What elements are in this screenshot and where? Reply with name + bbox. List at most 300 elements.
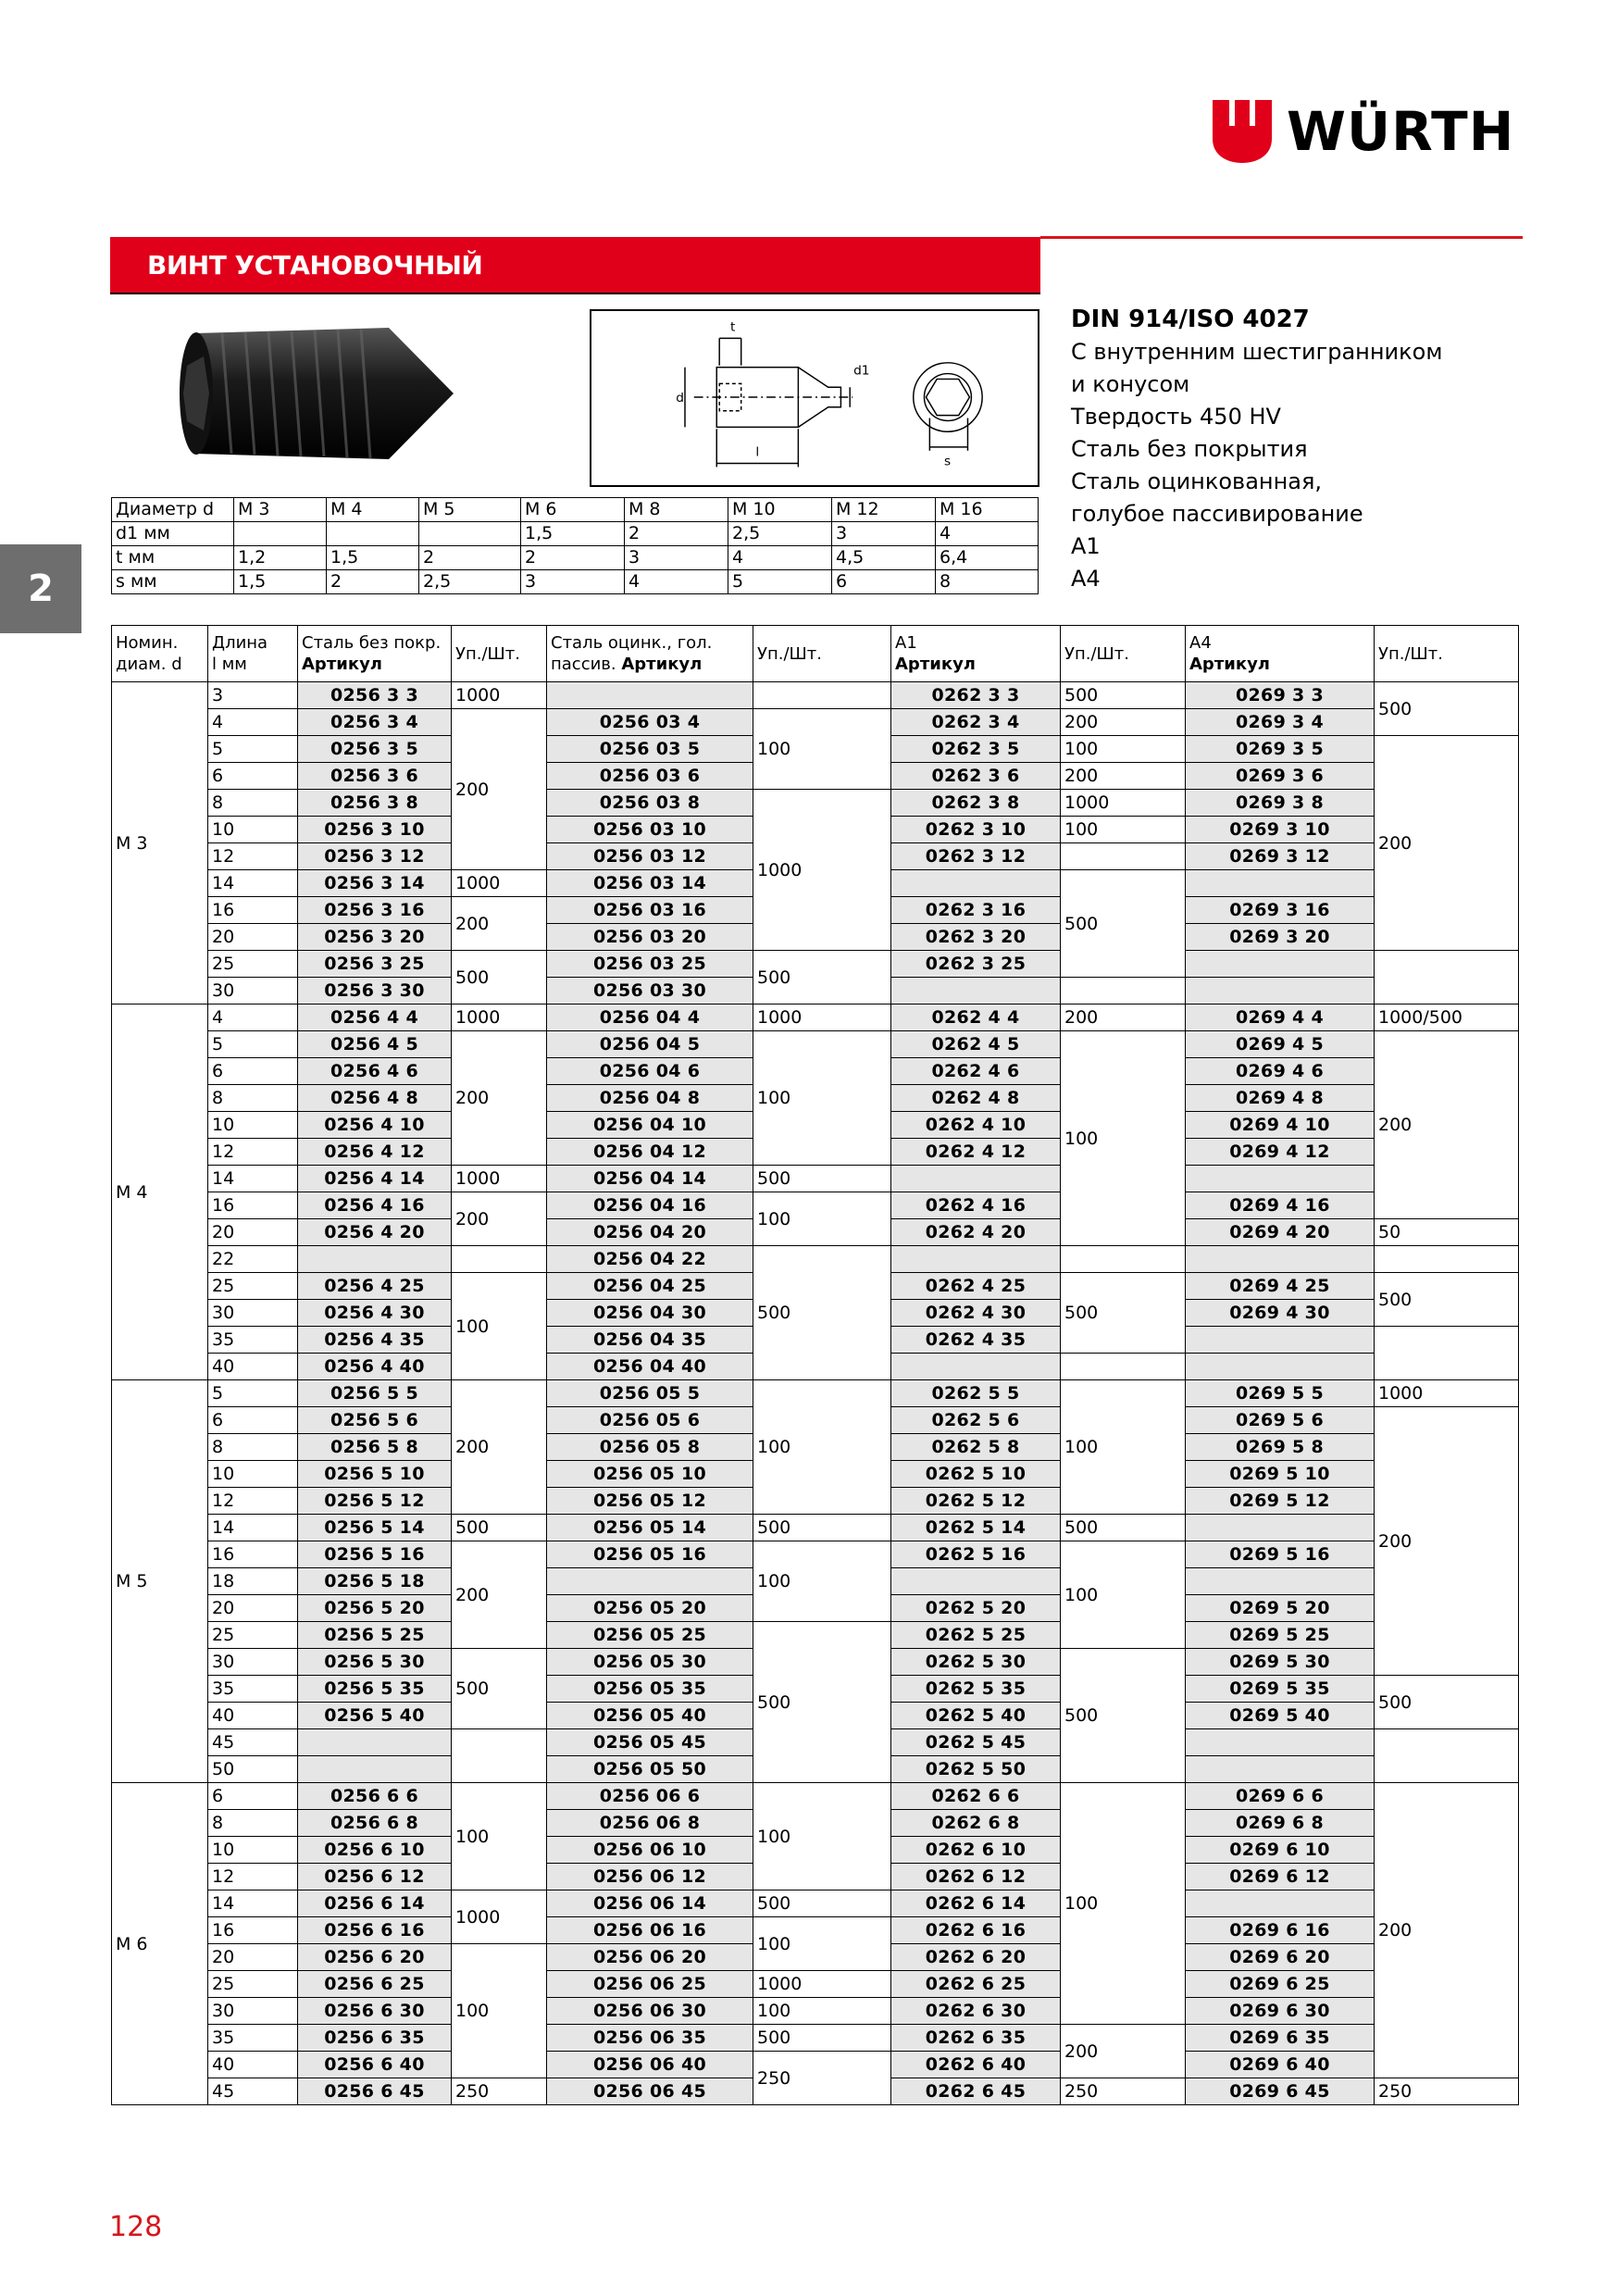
header-nominal-diameter: Номин. диам. d	[112, 626, 208, 682]
pack-qty-cell: 500	[452, 951, 547, 1004]
pack-qty-cell: 1000	[452, 1004, 547, 1031]
header-a1: A1 Артикул	[891, 626, 1061, 682]
article-cell: 0256 04 10	[547, 1112, 753, 1139]
article-cell: 0269 5 16	[1186, 1541, 1375, 1568]
article-cell	[1186, 870, 1375, 897]
article-cell: 0262 5 35	[891, 1676, 1061, 1703]
article-cell: 0269 4 10	[1186, 1112, 1375, 1139]
dims-cell: M 6	[521, 498, 625, 522]
length-cell: 8	[208, 790, 298, 817]
article-cell: 0269 3 5	[1186, 736, 1375, 763]
dims-cell	[327, 522, 419, 546]
article-cell: 0256 3 25	[298, 951, 452, 978]
pack-qty-cell: 200	[452, 709, 547, 870]
article-cell: 0262 5 8	[891, 1434, 1061, 1461]
article-cell: 0262 3 3	[891, 682, 1061, 709]
pack-qty-cell: 100	[1061, 736, 1186, 763]
article-cell: 0262 4 4	[891, 1004, 1061, 1031]
article-cell: 0269 6 10	[1186, 1837, 1375, 1864]
article-cell: 0269 3 4	[1186, 709, 1375, 736]
article-cell: 0269 3 16	[1186, 897, 1375, 924]
article-cell: 0256 3 5	[298, 736, 452, 763]
article-cell: 0256 3 10	[298, 817, 452, 843]
table-header-row	[112, 626, 1519, 682]
pack-qty-cell: 100	[753, 1917, 891, 1971]
length-cell: 4	[208, 1004, 298, 1031]
pack-qty-cell: 500	[753, 1622, 891, 1783]
pack-qty-cell	[452, 1729, 547, 1783]
length-cell: 10	[208, 1837, 298, 1864]
nominal-diameter: M 4	[112, 1004, 208, 1380]
pack-qty-cell: 500	[1375, 682, 1519, 736]
table-row	[112, 2052, 1519, 2078]
article-cell: 0269 6 12	[1186, 1864, 1375, 1890]
length-cell: 40	[208, 1703, 298, 1729]
table-row	[112, 1971, 1519, 1998]
article-cell: 0269 3 6	[1186, 763, 1375, 790]
article-cell: 0256 04 30	[547, 1300, 753, 1327]
article-cell: 0262 4 35	[891, 1327, 1061, 1354]
article-cell: 0256 6 45	[298, 2078, 452, 2105]
dims-row-label: d1 мм	[112, 522, 234, 546]
pack-qty-cell: 500	[1061, 870, 1186, 978]
table-row	[112, 951, 1519, 978]
article-cell: 0262 5 10	[891, 1461, 1061, 1488]
pack-qty-cell: 200	[452, 1031, 547, 1166]
nominal-diameter: M 6	[112, 1783, 208, 2105]
spec-line: Сталь без покрытия	[1071, 436, 1308, 462]
article-cell: 0256 6 12	[298, 1864, 452, 1890]
drawing-label-d1: d1	[853, 363, 870, 379]
pack-qty-cell: 100	[1061, 1031, 1186, 1246]
pack-qty-cell: 1000	[1375, 1380, 1519, 1407]
article-cell: 0269 5 10	[1186, 1461, 1375, 1488]
pack-qty-cell: 500	[753, 951, 891, 1004]
article-cell	[1186, 1890, 1375, 1917]
dims-row	[112, 522, 1039, 546]
article-cell: 0256 6 10	[298, 1837, 452, 1864]
length-cell: 22	[208, 1246, 298, 1273]
pack-qty-cell: 1000	[452, 1166, 547, 1192]
chapter-tab: 2	[0, 544, 81, 633]
spec-line: С внутренним шестигранником	[1071, 339, 1443, 365]
table-row	[112, 1998, 1519, 2025]
header-length: Длина l мм	[208, 626, 298, 682]
spec-line: A1	[1071, 533, 1101, 559]
article-cell	[891, 1166, 1061, 1192]
article-cell: 0262 3 25	[891, 951, 1061, 978]
article-cell: 0269 3 8	[1186, 790, 1375, 817]
article-cell: 0262 6 8	[891, 1810, 1061, 1837]
article-cell: 0262 6 20	[891, 1944, 1061, 1971]
length-cell: 16	[208, 1192, 298, 1219]
pack-qty-cell: 200	[1061, 2025, 1186, 2078]
article-cell: 0256 05 45	[547, 1729, 753, 1756]
dims-cell: 2	[419, 546, 521, 570]
article-cell: 0256 4 40	[298, 1354, 452, 1380]
length-cell: 12	[208, 1488, 298, 1515]
dims-cell	[419, 522, 521, 546]
article-cell: 0262 5 16	[891, 1541, 1061, 1568]
length-cell: 10	[208, 1461, 298, 1488]
length-cell: 20	[208, 924, 298, 951]
pack-qty-cell: 500	[753, 1515, 891, 1541]
pack-qty-cell: 200	[1375, 736, 1519, 951]
pack-qty-cell	[753, 682, 891, 709]
pack-qty-cell: 100	[753, 1998, 891, 2025]
pack-qty-cell: 100	[753, 1380, 891, 1515]
article-cell: 0269 5 20	[1186, 1595, 1375, 1622]
article-cell: 0269 5 6	[1186, 1407, 1375, 1434]
article-cell: 0256 5 12	[298, 1488, 452, 1515]
article-cell	[1186, 1515, 1375, 1541]
length-cell: 5	[208, 736, 298, 763]
article-cell: 0262 3 8	[891, 790, 1061, 817]
length-cell: 4	[208, 709, 298, 736]
article-cell: 0262 3 4	[891, 709, 1061, 736]
header-steel-plain: Сталь без покр. Артикул	[298, 626, 452, 682]
dims-cell	[234, 522, 327, 546]
nominal-diameter: M 3	[112, 682, 208, 1004]
article-cell: 0256 06 35	[547, 2025, 753, 2052]
pack-qty-cell: 500	[1061, 1515, 1186, 1541]
page-title: ВИНТ УСТАНОВОЧНЫЙ	[147, 250, 483, 281]
dims-row	[112, 570, 1039, 594]
article-cell: 0256 5 5	[298, 1380, 452, 1407]
article-cell	[1186, 1354, 1375, 1380]
pack-qty-cell: 500	[452, 1649, 547, 1729]
pack-qty-cell: 100	[1061, 817, 1186, 843]
article-cell: 0262 5 14	[891, 1515, 1061, 1541]
article-cell: 0256 05 5	[547, 1380, 753, 1407]
dims-cell: 3	[832, 522, 936, 546]
pack-qty-cell: 100	[753, 1541, 891, 1622]
article-cell: 0256 05 30	[547, 1649, 753, 1676]
article-cell: 0256 6 20	[298, 1944, 452, 1971]
header-a4: A4 Артикул	[1186, 626, 1375, 682]
header-pack-1: Уп./Шт.	[452, 626, 547, 682]
article-cell: 0269 3 12	[1186, 843, 1375, 870]
pack-qty-cell: 100	[452, 1273, 547, 1380]
dims-cell: 1,5	[521, 522, 625, 546]
article-cell: 0262 5 45	[891, 1729, 1061, 1756]
pack-qty-cell: 500	[1375, 1676, 1519, 1729]
article-cell: 0262 3 12	[891, 843, 1061, 870]
technical-drawing	[590, 309, 1039, 487]
pack-qty-cell: 1000/500	[1375, 1004, 1519, 1031]
article-cell: 0256 04 4	[547, 1004, 753, 1031]
brand-name: WÜRTH	[1287, 100, 1515, 163]
article-cell: 0256 03 4	[547, 709, 753, 736]
article-cell: 0262 4 5	[891, 1031, 1061, 1058]
table-row	[112, 1004, 1519, 1031]
article-cell: 0256 05 8	[547, 1434, 753, 1461]
article-cell: 0256 3 4	[298, 709, 452, 736]
article-cell: 0269 5 5	[1186, 1380, 1375, 1407]
article-cell: 0269 6 45	[1186, 2078, 1375, 2105]
dims-cell: 1,5	[327, 546, 419, 570]
article-cell: 0256 05 6	[547, 1407, 753, 1434]
dims-cell: 2	[327, 570, 419, 594]
article-cell: 0262 6 40	[891, 2052, 1061, 2078]
table-row	[112, 682, 1519, 709]
pack-qty-cell	[452, 1246, 547, 1273]
pack-qty-cell: 500	[1061, 682, 1186, 709]
length-cell: 10	[208, 1112, 298, 1139]
article-cell: 0269 4 5	[1186, 1031, 1375, 1058]
article-cell	[1186, 978, 1375, 1004]
table-row	[112, 1890, 1519, 1917]
article-cell: 0256 03 8	[547, 790, 753, 817]
nominal-diameter: M 5	[112, 1380, 208, 1783]
pack-qty-cell: 500	[1061, 1649, 1186, 1783]
article-cell: 0256 05 12	[547, 1488, 753, 1515]
article-cell: 0256 06 12	[547, 1864, 753, 1890]
table-row	[112, 1917, 1519, 1944]
length-cell: 8	[208, 1085, 298, 1112]
dims-cell: 1,2	[234, 546, 327, 570]
article-cell	[298, 1756, 452, 1783]
pack-qty-cell: 200	[452, 1192, 547, 1246]
spec-block	[1071, 304, 1442, 595]
dims-row	[112, 546, 1039, 570]
article-cell: 0269 4 6	[1186, 1058, 1375, 1085]
length-cell: 25	[208, 1273, 298, 1300]
article-cell: 0262 4 30	[891, 1300, 1061, 1327]
article-cell: 0256 5 16	[298, 1541, 452, 1568]
drawing-label-s: s	[944, 454, 952, 469]
pack-qty-cell: 100	[1061, 1541, 1186, 1649]
dims-cell: M 8	[625, 498, 728, 522]
title-banner	[110, 237, 1040, 293]
article-cell: 0256 5 8	[298, 1434, 452, 1461]
dims-cell: 6	[832, 570, 936, 594]
article-cell	[891, 870, 1061, 897]
table-row	[112, 709, 1519, 736]
article-cell: 0262 3 16	[891, 897, 1061, 924]
header-pack-3: Уп./Шт.	[1061, 626, 1186, 682]
article-cell: 0256 6 16	[298, 1917, 452, 1944]
table-row	[112, 790, 1519, 817]
article-cell: 0256 04 40	[547, 1354, 753, 1380]
header-pack-4: Уп./Шт.	[1375, 626, 1519, 682]
length-cell: 8	[208, 1810, 298, 1837]
dims-cell: 3	[521, 570, 625, 594]
table-row	[112, 1246, 1519, 1273]
pack-qty-cell: 100	[1061, 1380, 1186, 1515]
article-cell: 0256 5 20	[298, 1595, 452, 1622]
article-cell: 0256 4 30	[298, 1300, 452, 1327]
dims-cell: M 3	[234, 498, 327, 522]
pack-qty-cell: 200	[452, 897, 547, 951]
article-cell: 0256 6 6	[298, 1783, 452, 1810]
dims-cell: 4,5	[832, 546, 936, 570]
article-cell: 0256 4 12	[298, 1139, 452, 1166]
article-cell: 0256 06 25	[547, 1971, 753, 1998]
pack-qty-cell: 50	[1375, 1219, 1519, 1246]
article-cell: 0262 6 6	[891, 1783, 1061, 1810]
article-cell: 0256 05 25	[547, 1622, 753, 1649]
pack-qty-cell: 1000	[452, 682, 547, 709]
pack-qty-cell: 250	[1375, 2078, 1519, 2105]
pack-qty-cell	[1375, 1729, 1519, 1783]
article-cell: 0256 5 25	[298, 1622, 452, 1649]
article-cell: 0269 4 30	[1186, 1300, 1375, 1327]
article-cell: 0256 6 40	[298, 2052, 452, 2078]
article-cell: 0269 5 25	[1186, 1622, 1375, 1649]
article-cell: 0256 3 12	[298, 843, 452, 870]
article-cell: 0256 06 6	[547, 1783, 753, 1810]
length-cell: 12	[208, 843, 298, 870]
article-cell: 0256 05 50	[547, 1756, 753, 1783]
article-cell	[1186, 1246, 1375, 1273]
article-cell: 0262 6 25	[891, 1971, 1061, 1998]
length-cell: 25	[208, 1622, 298, 1649]
drawing-label-d: d	[676, 390, 684, 406]
spec-line: A4	[1071, 566, 1101, 592]
article-cell: 0256 3 8	[298, 790, 452, 817]
length-cell: 3	[208, 682, 298, 709]
article-cell: 0256 04 5	[547, 1031, 753, 1058]
length-cell: 30	[208, 1998, 298, 2025]
article-cell: 0256 3 14	[298, 870, 452, 897]
dims-row	[112, 498, 1039, 522]
length-cell: 30	[208, 978, 298, 1004]
table-row	[112, 1622, 1519, 1649]
article-cell: 0262 4 12	[891, 1139, 1061, 1166]
length-cell: 5	[208, 1031, 298, 1058]
article-cell: 0256 03 20	[547, 924, 753, 951]
article-cell: 0256 05 16	[547, 1541, 753, 1568]
article-cell: 0256 4 20	[298, 1219, 452, 1246]
pack-qty-cell: 1000	[452, 1890, 547, 1944]
article-cell: 0256 06 40	[547, 2052, 753, 2078]
article-cell: 0269 3 20	[1186, 924, 1375, 951]
article-cell: 0256 5 40	[298, 1703, 452, 1729]
article-cell: 0262 5 6	[891, 1407, 1061, 1434]
dims-cell: 4	[625, 570, 728, 594]
pack-qty-cell: 200	[1375, 1783, 1519, 2078]
article-cell: 0262 6 12	[891, 1864, 1061, 1890]
drawing-label-l: l	[755, 444, 760, 460]
length-cell: 30	[208, 1649, 298, 1676]
article-cell: 0269 4 16	[1186, 1192, 1375, 1219]
article-cell: 0269 4 20	[1186, 1219, 1375, 1246]
article-cell	[1186, 1756, 1375, 1783]
article-cell: 0256 6 8	[298, 1810, 452, 1837]
article-cell: 0269 3 10	[1186, 817, 1375, 843]
dims-cell: M 12	[832, 498, 936, 522]
page-number: 128	[109, 2211, 163, 2243]
article-cell: 0256 05 40	[547, 1703, 753, 1729]
article-cell: 0256 03 30	[547, 978, 753, 1004]
standard-label: DIN 914/ISO 4027	[1071, 306, 1310, 333]
article-cell: 0269 4 4	[1186, 1004, 1375, 1031]
article-cell: 0256 4 10	[298, 1112, 452, 1139]
table-row	[112, 1515, 1519, 1541]
pack-qty-cell: 200	[1375, 1031, 1519, 1219]
article-cell: 0262 4 8	[891, 1085, 1061, 1112]
article-cell: 0256 3 3	[298, 682, 452, 709]
length-cell: 35	[208, 2025, 298, 2052]
length-cell: 40	[208, 2052, 298, 2078]
dims-cell: M 16	[936, 498, 1039, 522]
pack-qty-cell	[1375, 1246, 1519, 1273]
article-cell: 0269 5 35	[1186, 1676, 1375, 1703]
article-cell: 0256 05 14	[547, 1515, 753, 1541]
length-cell: 14	[208, 870, 298, 897]
article-cell: 0256 03 6	[547, 763, 753, 790]
article-cell: 0256 3 30	[298, 978, 452, 1004]
table-row	[112, 1166, 1519, 1192]
article-cell: 0269 5 30	[1186, 1649, 1375, 1676]
pack-qty-cell: 100	[1061, 1783, 1186, 2025]
dims-cell: 2	[521, 546, 625, 570]
top-rule	[1040, 236, 1523, 239]
article-cell: 0262 5 50	[891, 1756, 1061, 1783]
spec-line: голубое пассивирование	[1071, 501, 1363, 527]
article-cell: 0269 6 16	[1186, 1917, 1375, 1944]
article-cell: 0269 6 25	[1186, 1971, 1375, 1998]
pack-qty-cell: 1000	[753, 790, 891, 951]
article-cell: 0262 5 25	[891, 1622, 1061, 1649]
article-cell: 0262 4 6	[891, 1058, 1061, 1085]
length-cell: 25	[208, 951, 298, 978]
set-screw-photo	[176, 315, 463, 472]
pack-qty-cell: 200	[1061, 1004, 1186, 1031]
article-cell: 0262 6 45	[891, 2078, 1061, 2105]
dims-cell: M 5	[419, 498, 521, 522]
dims-cell: 2,5	[728, 522, 832, 546]
article-cell: 0256 03 10	[547, 817, 753, 843]
article-cell: 0256 06 20	[547, 1944, 753, 1971]
pack-qty-cell: 200	[1061, 709, 1186, 736]
article-cell: 0269 6 35	[1186, 2025, 1375, 2052]
product-table	[111, 625, 1519, 2105]
table-row	[112, 2025, 1519, 2052]
length-cell: 20	[208, 1944, 298, 1971]
article-cell: 0262 6 35	[891, 2025, 1061, 2052]
article-cell: 0256 5 10	[298, 1461, 452, 1488]
length-cell: 10	[208, 817, 298, 843]
pack-qty-cell: 500	[452, 1515, 547, 1541]
article-cell: 0262 6 16	[891, 1917, 1061, 1944]
length-cell: 14	[208, 1166, 298, 1192]
article-cell: 0269 5 12	[1186, 1488, 1375, 1515]
pack-qty-cell: 100	[753, 1192, 891, 1246]
dims-cell: 3	[625, 546, 728, 570]
length-cell: 18	[208, 1568, 298, 1595]
pack-qty-cell: 100	[753, 1783, 891, 1890]
article-cell: 0256 05 35	[547, 1676, 753, 1703]
spec-line: и конусом	[1071, 371, 1190, 397]
length-cell: 14	[208, 1515, 298, 1541]
length-cell: 45	[208, 1729, 298, 1756]
banner-underline	[110, 293, 1040, 294]
article-cell: 0262 4 25	[891, 1273, 1061, 1300]
dims-cell: 1,5	[234, 570, 327, 594]
pack-qty-cell: 200	[452, 1541, 547, 1649]
article-cell: 0262 3 5	[891, 736, 1061, 763]
article-cell: 0256 4 25	[298, 1273, 452, 1300]
length-cell: 45	[208, 2078, 298, 2105]
article-cell	[891, 978, 1061, 1004]
length-cell: 6	[208, 1783, 298, 1810]
article-cell: 0262 3 10	[891, 817, 1061, 843]
article-cell: 0256 5 14	[298, 1515, 452, 1541]
dims-cell: 6,4	[936, 546, 1039, 570]
dims-cell: 2	[625, 522, 728, 546]
